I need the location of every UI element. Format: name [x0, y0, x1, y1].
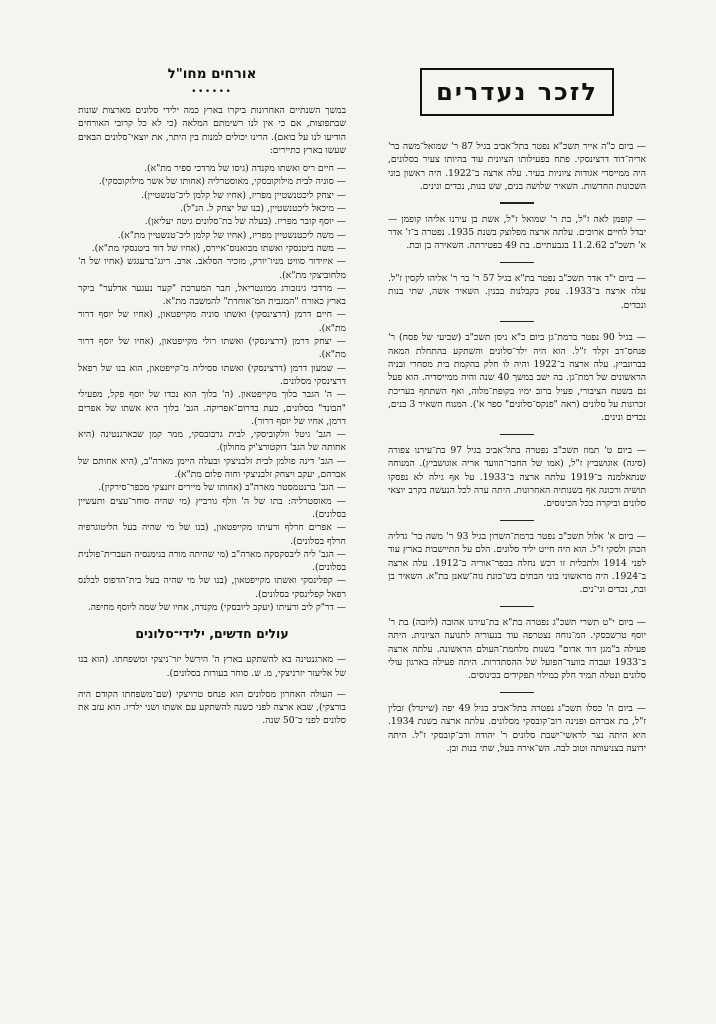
list-item: — חיים ריס ואשתו מקנדה (גיסו של מרדכי ספיר מת"א). [144, 163, 346, 175]
list-item: — יוסף קובר מפריז. (בעלה של בת־סלונים גיטה יעליאן). [144, 216, 346, 228]
list-item: — העולה האחרון מסלונים הוא פנחס טרויצקי (שם־משפחתו הקודם היה בורצקי), שבא ארצה לפני כשנה להשתקע עם אשתו ושני ילדיו. הוא עזב את סלונים לפני כ־50 שנה. [78, 688, 346, 727]
separator [500, 692, 534, 694]
newcomers-title: עולים חדשים, ילידי־סלונים [135, 626, 289, 642]
list-item: — משה ביטנסקי ואשתו מבואנוס־איירס, (אחיו של דוד ביטנסקי מת"א). [91, 242, 346, 254]
memorial-notice: — ביום י"ד אדר תשכ"ב נפטר בת"א בגיל 57 ר' בר ר' אליהו לקסין ז"ל. עלה ארצה ב־1933. עסק בקבלנות בבנין. השאיר אשה, שתי בנות ונכדים. [388, 273, 647, 311]
memorial-notice: — ביום כ"ה אייר תשכ"א נפטר בתל־אביב בגיל 87 ר' שמואל־משה בר' אריה־דוד דרצינסקי. פתח בפעילותו הציונית עוד בהיותו צעיר בסלונים, היה ממייסדי אגודות ציוניות בעיר. עלה ארצה ב־1922. היה ראשון בוני השכונות החדשות. השאיר שלושה בנים, שש בנות, נכדים ונינים. [388, 141, 647, 192]
separator [500, 434, 534, 436]
list-item: — הגב' גיטל וולקוביסקי, לבית גרבובסקי, ממר קמן שבארגנטינה (היא אחותה של הגב' דוקטורצ'יק מחולון). [78, 429, 346, 454]
separator [500, 262, 534, 264]
list-item: — סוניה לבית מילוקובסקי, מאוסטרליה (אחותו של אשר מילוקובסקי). [98, 176, 346, 188]
list-item: — אפרים חרלף ורעיתו מקייפטאון, (בנו של מי שהיה בעל הליטוגרפיה חרלף בסלונים). [78, 522, 346, 547]
guests-intro: במשך השנתיים האחרונות ביקרו בארץ כמה ילידי סלונים מארצות שונות שבתפוצות, אם כי אין לנו רשימתם המלאה (כי לא כל קרובי האורחים הודיעו לנו על בואם). הרינו יכולים למנות בין היתר, את יוצאי־סלונים הבאים שעשו בארץ כתיירים: [78, 105, 346, 156]
list-item: — הגב' דינה פולמן לבית זלבניצקי ובעלה היימן מארה"ב, (היא אחותם של אברהם, יעקב ויצחק זלבניצקי וחוה פלום מת"א). [78, 455, 346, 481]
list-item: — יצחק ליכטנשטיין מפריז, (אחיו של קלמן ליכ־טנשטיין). [141, 189, 346, 201]
list-item: — דר"ק ליב ורעיתו (יעקב ליובסקי) מקנדה, אחיו של שמה ליוסף מחיפה. [87, 601, 346, 613]
memorial-notice: — ביום ה' כסלו תשכ"ג נפטרה בתל־אביב בגיל 49 יפה (שיינדל) זבלין ז"ל, בת אברהם ופנינה רוב־קובסקי מסלונים. עלתה ארצה בשנת 1934. היא היתה נצר לראשי־ישבת סלונים ר' יהודה ודב־קובסקי ז"ל. היתה ידועה בצניעותה וטוב לבה. הש־אירה בעל, שתי בנות ובן. [388, 703, 646, 754]
list-item: — מרדכי גינזבורג ממונטריאל, חבר המערכת "קער נעגער אדלער" ביקר בארץ כאורח "המגבית המ־אוחדת" להמשבה מת"א. [78, 282, 346, 308]
separator [500, 520, 534, 522]
list-item: — חיים דרמן (דרצינסקי) ואשתו סוניה מקייפטאון, (אחיו של יוסף דרור מת"א). [78, 309, 346, 334]
list-item: — משה ליכטנשטיין מפריז, (אחיו של קלמן ליכ־טנשטיין מת"א). [117, 229, 346, 241]
list-item: — שמעון דרמן (דרצינסקי) ואשתו ססיליה מ־קייפטאון, הוא בנו של רפאל דרצינסקי מסלונים. [78, 362, 346, 387]
guests-title-dots: ...... [191, 80, 233, 96]
separator [500, 606, 534, 608]
memorial-notice: — בגיל 90 נפטר ברמת־גן ביום כ"א ניסן תשכ"ב (שביעי של פסח) ר' פנחס־דב זקלד ז"ל. הוא היה ילד־סלונים והשתקע בהתחלת המאה בברונביץ. עלה ארצה ב־1922 והיה לו חלק בהקמת בית מסחרי ובניה הראשונים של רמת־גן. בה ישב במשך 40 שנה והיה ממייסדיה. הוא פעל גם בשטח הציבורי, פעיל ברוב ימיו בקופת־מלוה, ואף השתתף בעריכת זכרונות על סלונים (ראה "פנקס־סלונים" ספר א'). המנוח השאיר 3 בנים, נכדים ונינים. [388, 332, 646, 424]
list-item: — קפלינסקי ואשתו מקייפטאון, (בנו של מי שהיה בעל בית־הדפוס לבלנס רפאל קפלינסקי בסלונים). [78, 575, 346, 600]
guests-title: אורחים מחו"ל [167, 66, 257, 82]
list-item: — מיכאל ליכטנשטיין, (בנו של יצחק ל. הנ"ל). [180, 203, 346, 215]
list-item: — איזידור סוויט מניו־יורק, מזכיר הסלאב. ארב. ריגג־ברעגגש (אחיו של ה' מלחוביצקי מת"א). [78, 256, 346, 281]
list-item: — הגב' ברנטמסטר מארה"ב (אחותו של מיירים זיזנצקי מכפר־סירקין). [98, 482, 346, 494]
list-item: — מאוסטרליה: בתו של ה' וולף גורביץ (מי שהיה סוחר־עצים ותעשיין בסלונים). [78, 495, 346, 520]
guest-list [78, 162, 346, 614]
memorial-notice: — קופמן לאה ז"ל, בת ר' שמואל ז"ל, אשת בן עירנו אליהו קופמן — יבדל לחיים ארוכים. עלתה ארצה מפלוצק בשנת 1935. נפטרה ב־ז' אדר א' תשכ"ב 11.2.62 בגבעתיים. בת 49 בפטירתה. השאירה בן ובת. [388, 213, 646, 252]
memorial-notice: — ביום א' אלול תשכ"ב נפטר ברמת־השרון בגיל 93 ר' משה בר' גדליה הכהן ולסקי ז"ל. הוא היה חייט יליד סלונים. הלם על התיישבות בארץ עוד לפני 1914 ולתכלית זו רכש נחלה בכפר־אוריה ב־1912. עלה ארצה ב־1924. היה מראשוני בוני הבתים בש־כונת נוה־שאנן בת"א. השאיר בן ובת, נכדים וני־נים. [388, 531, 646, 596]
memorial-notice: — ביום ט' תמוז תשכ"ב נפטרה בתל־אביב בגיל 97 בת־עירנו צפורה (סיגה) אוגושביץ ז"ל, (אמו של החבר־הוועד אריה אוגושביץ). המנוחה שנתאלמנה ב־1919 עלתה ארצה ב־1933. על אף גילה לא נפסקו תושיה ורכונה אף בשנותיה האחרונות. היתה ערה לכל הנעשה בקרב יוצאי סלונים וביקרה בכל הכינוסים. [388, 445, 646, 510]
separator [500, 202, 534, 204]
list-item: — יצחק דרמן (דרצינסקי) ואשתו רולי מקייפטאון, (אחיו של יוסף דרור מת"א). [78, 336, 346, 361]
memorial-title: לזכר נעדרים [420, 68, 614, 116]
memorial-column [388, 52, 646, 1004]
memorial-notice: — ביום י"ט תשרי תשכ"ג נפטרה בת"א בת־עירנו אהובה (ליובה) בת ר' יוסף טרשבסקי. המ־נוחה נצטרפה עוד בנעוריה לתנועה הציונית. היתה פעילה ב"מגן דוד אדום" בשנות מלחמת־העולם הראשונה. עלתה ארצה ב־1933 ועבדה בוועד־הפועל של ההסתדרות. היתה פעילה בארגון עולי סלונים ונטלה תמיד חלק במילוי תפקידים בכינוסים. [388, 617, 646, 682]
guests-column [78, 52, 346, 1004]
list-item: — הגב' ליה ליבסקסקה מארה"ב (מי שהיתה מורה בגימנסיה העברית־פולנית בסלונים). [78, 548, 346, 574]
separator [500, 321, 534, 323]
list-item: — מארגנטינה בא להשתקע בארץ ה' הירשל יזר־ניצקי ומשפחתו. (הוא בנו של אליעזר יזרניצקי, מ. ש. סוחר בעורות בסלונים). [78, 654, 346, 679]
list-item: — ה' הגבר בלוך מקייפטאון. (ה' בלוך הוא נכדו של יוסף פקל, מפעילי "הבונד" בסלונים, כעת בדרום־אפריקה. הגב' בלוך היא אשתו של אפרים דרמן, אחיו של יוסף דרור). [78, 389, 346, 427]
newcomer-list [78, 653, 346, 727]
